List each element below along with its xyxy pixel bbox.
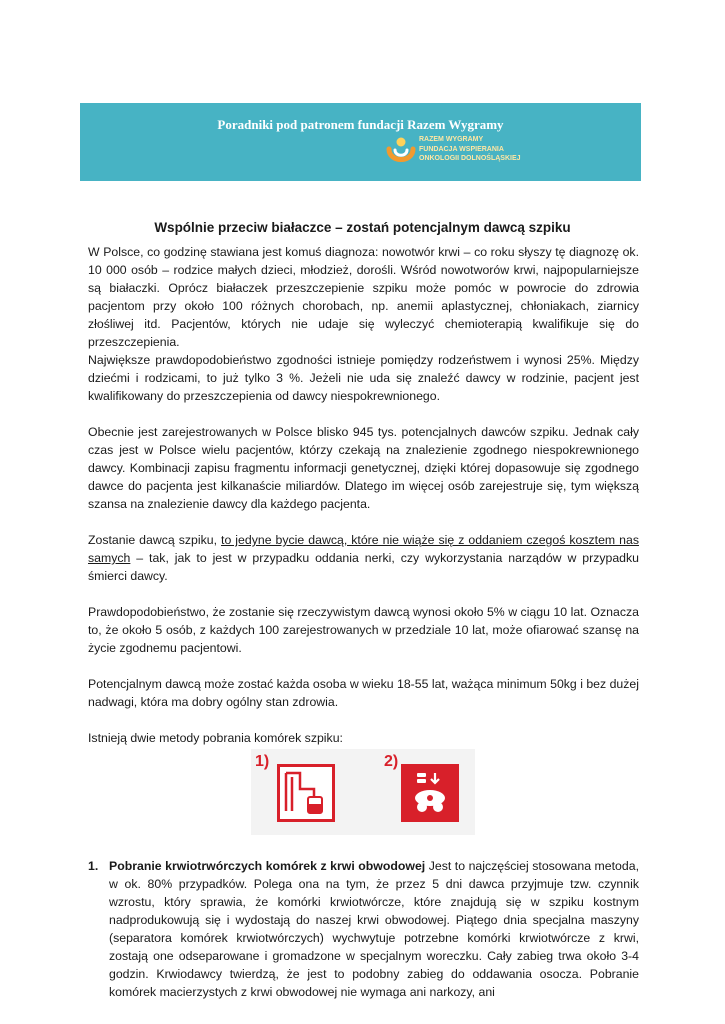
paragraph: Prawdopodobieństwo, że zostanie się rzeczywistym dawcą wynosi około 5% w ciągu 10 lat. Oznacza to, że około 5 osób, z każdych 100 zarejestrowanych w przedziale 10 lat, może ofiarować szansę na życie zgodnemu pacjentowi. [88, 605, 639, 655]
paragraph: Istnieją dwie metody pobrania komórek szpiku: [88, 731, 343, 745]
logo-line: RAZEM WYGRAMY [419, 136, 484, 143]
logo-line: FUNDACJA WSPIERANIA [419, 145, 504, 153]
underlined-text: to jedyne bycie dawcą, które nie wiąże się z oddaniem czegoś kosztem nas samych [88, 533, 639, 565]
foundation-logo-icon [386, 135, 416, 169]
logo-line: ONKOLOGII DOLNOŚLĄSKIEJ [419, 155, 521, 162]
blood-donation-pictogram [277, 764, 335, 822]
foundation-logo [386, 135, 536, 177]
paragraph: Największe prawdopodobieństwo zgodności istnieje pomiędzy rodzeństwem i wynosi 25%. Między dziećmi i rodzicami, to już tylko 3 %. Jeżeli nie uda się znaleźć dawcy w rodzinie, pacjent jest kwalifikowany do przeszczepienia od dawcy niespokrewnionego. [88, 353, 639, 403]
list-number: 1. [88, 859, 99, 873]
header-banner [80, 103, 641, 181]
paragraph: W Polsce, co godzinę stawiana jest komuś diagnoza: nowotwór krwi – co roku słyszy tę diagnozę ok. 10 000 osób – rodzice małych dzieci, młodzież, dorośli. Wśród nowotworów krwi, najpopularniejsze są białaczki. Oprócz białaczek przeszczepienie szpiku może pomóc w powrocie do zdrowia pacjentom przy około 100 różnych chorobach, np. anemii aplastycznej, chłoniakach, ziarnicy złośliwej itd. Pacjentów, których nie udaje się wyleczyć chemioterapią kwalifikuje się do przeszczepienia. [88, 245, 639, 349]
figure-label-2: 2) [384, 753, 399, 770]
list-item [88, 857, 639, 1001]
figure-label-1: 1) [255, 753, 270, 770]
methods-figure [251, 749, 475, 835]
document-title: Wspólnie przeciw białaczce – zostań potencjalnym dawcą szpiku [154, 220, 571, 235]
logo-text [419, 135, 521, 164]
banner-title: Poradniki pod patronem fundacji Razem Wygramy [217, 117, 504, 132]
paragraph: Obecnie jest zarejestrowanych w Polsce blisko 945 tys. potencjalnych dawców szpiku. Jednak cały czas jest w Polsce wielu pacjentów, którzy czekają na znalezienie zgodnego niespokrewnionego dawcy. Kombinacji zapisu fragmentu informacji genetycznej, dzięki której dopasowuje się zgodnego dawce do pacjenta jest kilkanaście miliardów. Dlatego im więcej osób zarejestruje się, tym większą szansa na znalezienie dawcy dla każdego pacjenta. [88, 425, 639, 511]
bone-marrow-pictogram [401, 764, 459, 822]
paragraph [88, 531, 639, 585]
pelvis-icon [404, 767, 456, 819]
document-body [88, 243, 639, 1001]
paragraph-text: – tak, jak to jest w przypadku oddania nerki, czy wykorzystania narządów w przypadku śmierci dawcy. [88, 551, 639, 583]
list-item-heading: Pobranie krwiotrwórczych komórek z krwi obwodowej [109, 859, 426, 873]
paragraph: Potencjalnym dawcą może zostać każda osoba w wieku 18-55 lat, ważąca minimum 50kg i bez dużej nadwagi, która ma dobry ogólny stan zdrowia. [88, 677, 639, 709]
paragraph-text: Zostanie dawcą szpiku, [88, 533, 222, 547]
iv-bag-arm-icon [280, 767, 332, 819]
methods-list [88, 857, 639, 1001]
list-item-text: Jest to najczęściej stosowana metoda, w ok. 80% przypadków. Polega ona na tym, że przez 5 dni dawca przyjmuje tzw. czynnik wzrostu, który sprawia, że komórki krwiotwórcze, które znajdują się w szpiku kostnym nadprodukowują się i wydostają do naszej krwi obwodowej. Piątego dnia specjalna maszyny (separatora komórek krwiotwórczych) wychwytuje potrzebne komórki krwiotwórcze z krwi, zostają one odseparowane i gromadzone w specjalnym woreczku. Cały zabieg trwa około 3-4 godzin. Krwiodawcy twierdzą, że jest to podobny zabieg do oddawania osocza. Pobranie komórek macierzystych z krwi obwodowej nie wymaga ani narkozy, ani [109, 859, 639, 999]
